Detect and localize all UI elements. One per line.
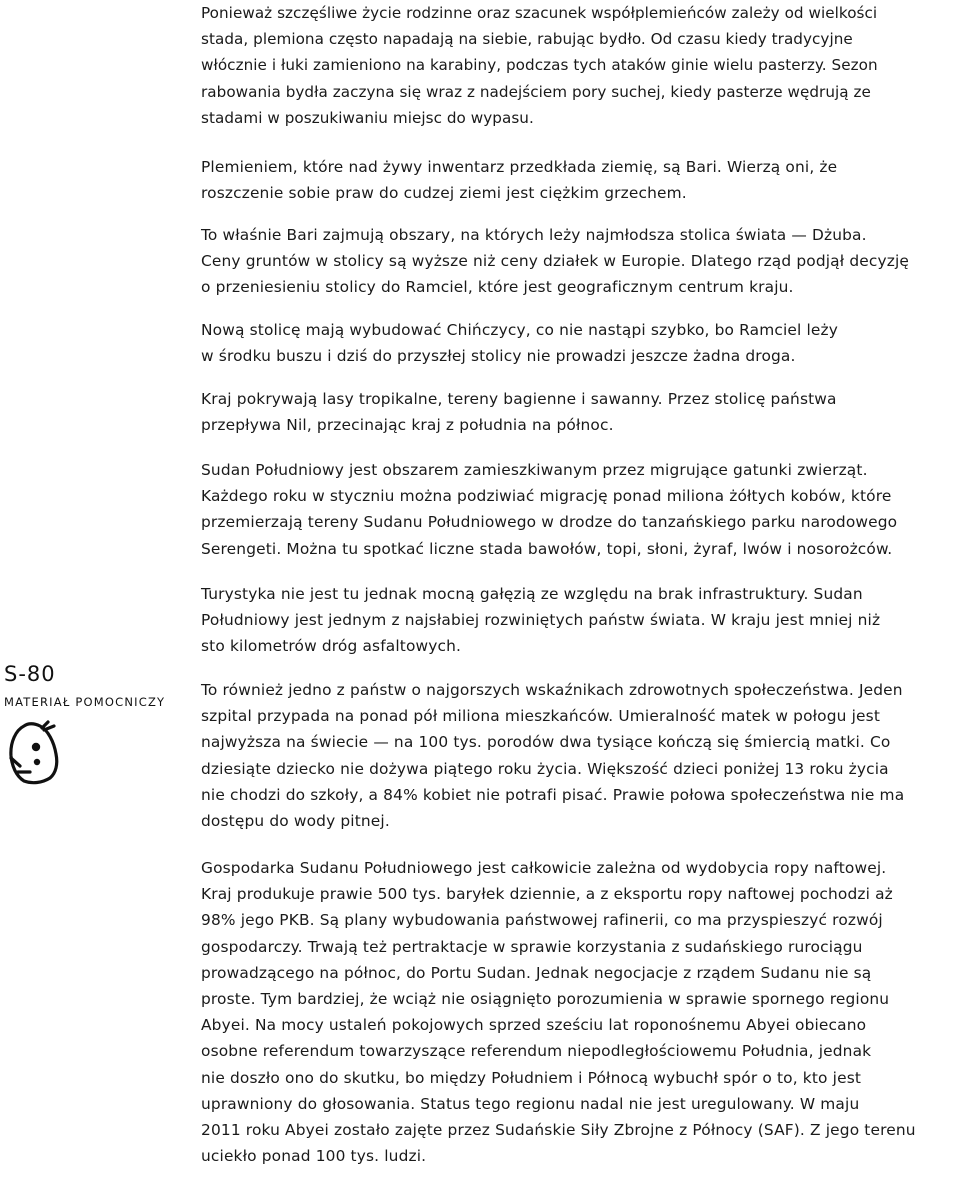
paragraph-landscape: Kraj pokrywają lasy tropikalne, tereny bagienne i sawanny. Przez stolicę państwa przepływa Nil, przecinając kraj z południa na północ.: [201, 390, 837, 435]
paragraph-tourism: Turystyka nie jest tu jednak mocną gałęzią ze względu na brak infrastruktury. Sudan Południowy jest jednym z najsłabiej rozwiniętych państw świata. W kraju jest mniej niż sto kilometrów dróg asfaltowych.: [201, 585, 881, 656]
paragraph-cattle-raids: Ponieważ szczęśliwe życie rodzinne oraz szacunek współplemieńców zależy od wielkości stada, plemiona często napadają na siebie, rabując bydło. Od czasu kiedy tradycyjne włócznie i łuki zamieniono na karabiny, podczas tych ataków ginie wielu pasterzy. Sezon rabowania bydła zaczyna się wraz z nadejściem pory suchej, kiedy pasterze wędrują ze stadami w poszukiwaniu miejsc do wypasu.: [201, 4, 878, 127]
paragraph-bari-tribe: Plemieniem, które nad żywy inwentarz przedkłada ziemię, są Bari. Wierzą oni, że roszczenie sobie praw do cudzej ziemi jest ciężkim grzechem.: [201, 158, 838, 203]
paragraph-new-capital: Nową stolicę mają wybudować Chińczycy, co nie nastąpi szybko, bo Ramciel leży w środku buszu i dziś do przyszłej stolicy nie prowadzi jeszcze żadna droga.: [201, 321, 839, 366]
material-code: S-80: [4, 662, 56, 686]
paragraph-health: To również jedno z państw o najgorszych wskaźnikach zdrowotnych społeczeństwa. Jeden szpital przypada na ponad pół miliona mieszkańców. Umieralność matek w połogu jest najwyższa na świecie — na 100 tys. porodów dwa tysiące kończą się śmiercią matki. Co dziesiąte dziecko nie dożywa piątego roku życia. Większość dzieci poniżej 13 roku życia nie chodzi do szkoły, a 84% kobiet nie potrafi pisać. Prawie połowa społeczeństwa nie ma dostępu do wody pitnej.: [201, 681, 905, 831]
sidebar: [4, 662, 179, 786]
doodle-face-icon: [6, 720, 62, 786]
paragraph-capital-juba: To właśnie Bari zajmują obszary, na których leży najmłodsza stolica świata — Dżuba. Ceny gruntów w stolicy są wyższe niż ceny działek w Europie. Dlatego rząd podjął decyzję o przeniesieniu stolicy do Ramciel, które jest geograficznym centrum kraju.: [201, 226, 909, 297]
paragraph-wildlife: Sudan Południowy jest obszarem zamieszkiwanym przez migrujące gatunki zwierząt. Każdego roku w styczniu można podziwiać migrację ponad miliona żółtych kobów, które przemierzają tereny Sudanu Południowego w drodze do tanzańskiego parku narodowego Serengeti. Można tu spotkać liczne stada bawołów, topi, słoni, żyraf, lwów i nosorożców.: [201, 461, 898, 558]
material-subtitle: MATERIAŁ POMOCNICZY: [4, 695, 166, 709]
paragraph-economy: Gospodarka Sudanu Południowego jest całkowicie zależna od wydobycia ropy naftowej. Kraj produkuje prawie 500 tys. baryłek dziennie, a z eksportu ropy naftowej pochodzi aż 98% jego PKB. Są plany wybudowania państwowej rafinerii, co ma przyspieszyć rozwój gospodarczy. Trwają też pertraktacje w sprawie korzystania z sudańskiego rurociągu prowadzącego na północ, do Portu Sudan. Jednak negocjacje z rządem Sudanu nie są proste. Tym bardziej, że wciąż nie osiągnięto porozumienia w sprawie spornego regionu Abyei. Na mocy ustaleń pokojowych sprzed sześciu lat roponośnemu Abyei obiecano osobne referendum towarzyszące referendum niepodległościowemu Południa, jednak nie doszło ono do skutku, bo między Południem i Północą wybuchł spór o to, kto jest uprawniony do głosowania. Status tego regionu nadal nie jest uregulowany. W maju 2011 roku Abyei zostało zajęte przez Sudańskie Siły Zbrojne z Północy (SAF). Z jego terenu uciekło ponad 100 tys. ludzi.: [201, 859, 916, 1166]
